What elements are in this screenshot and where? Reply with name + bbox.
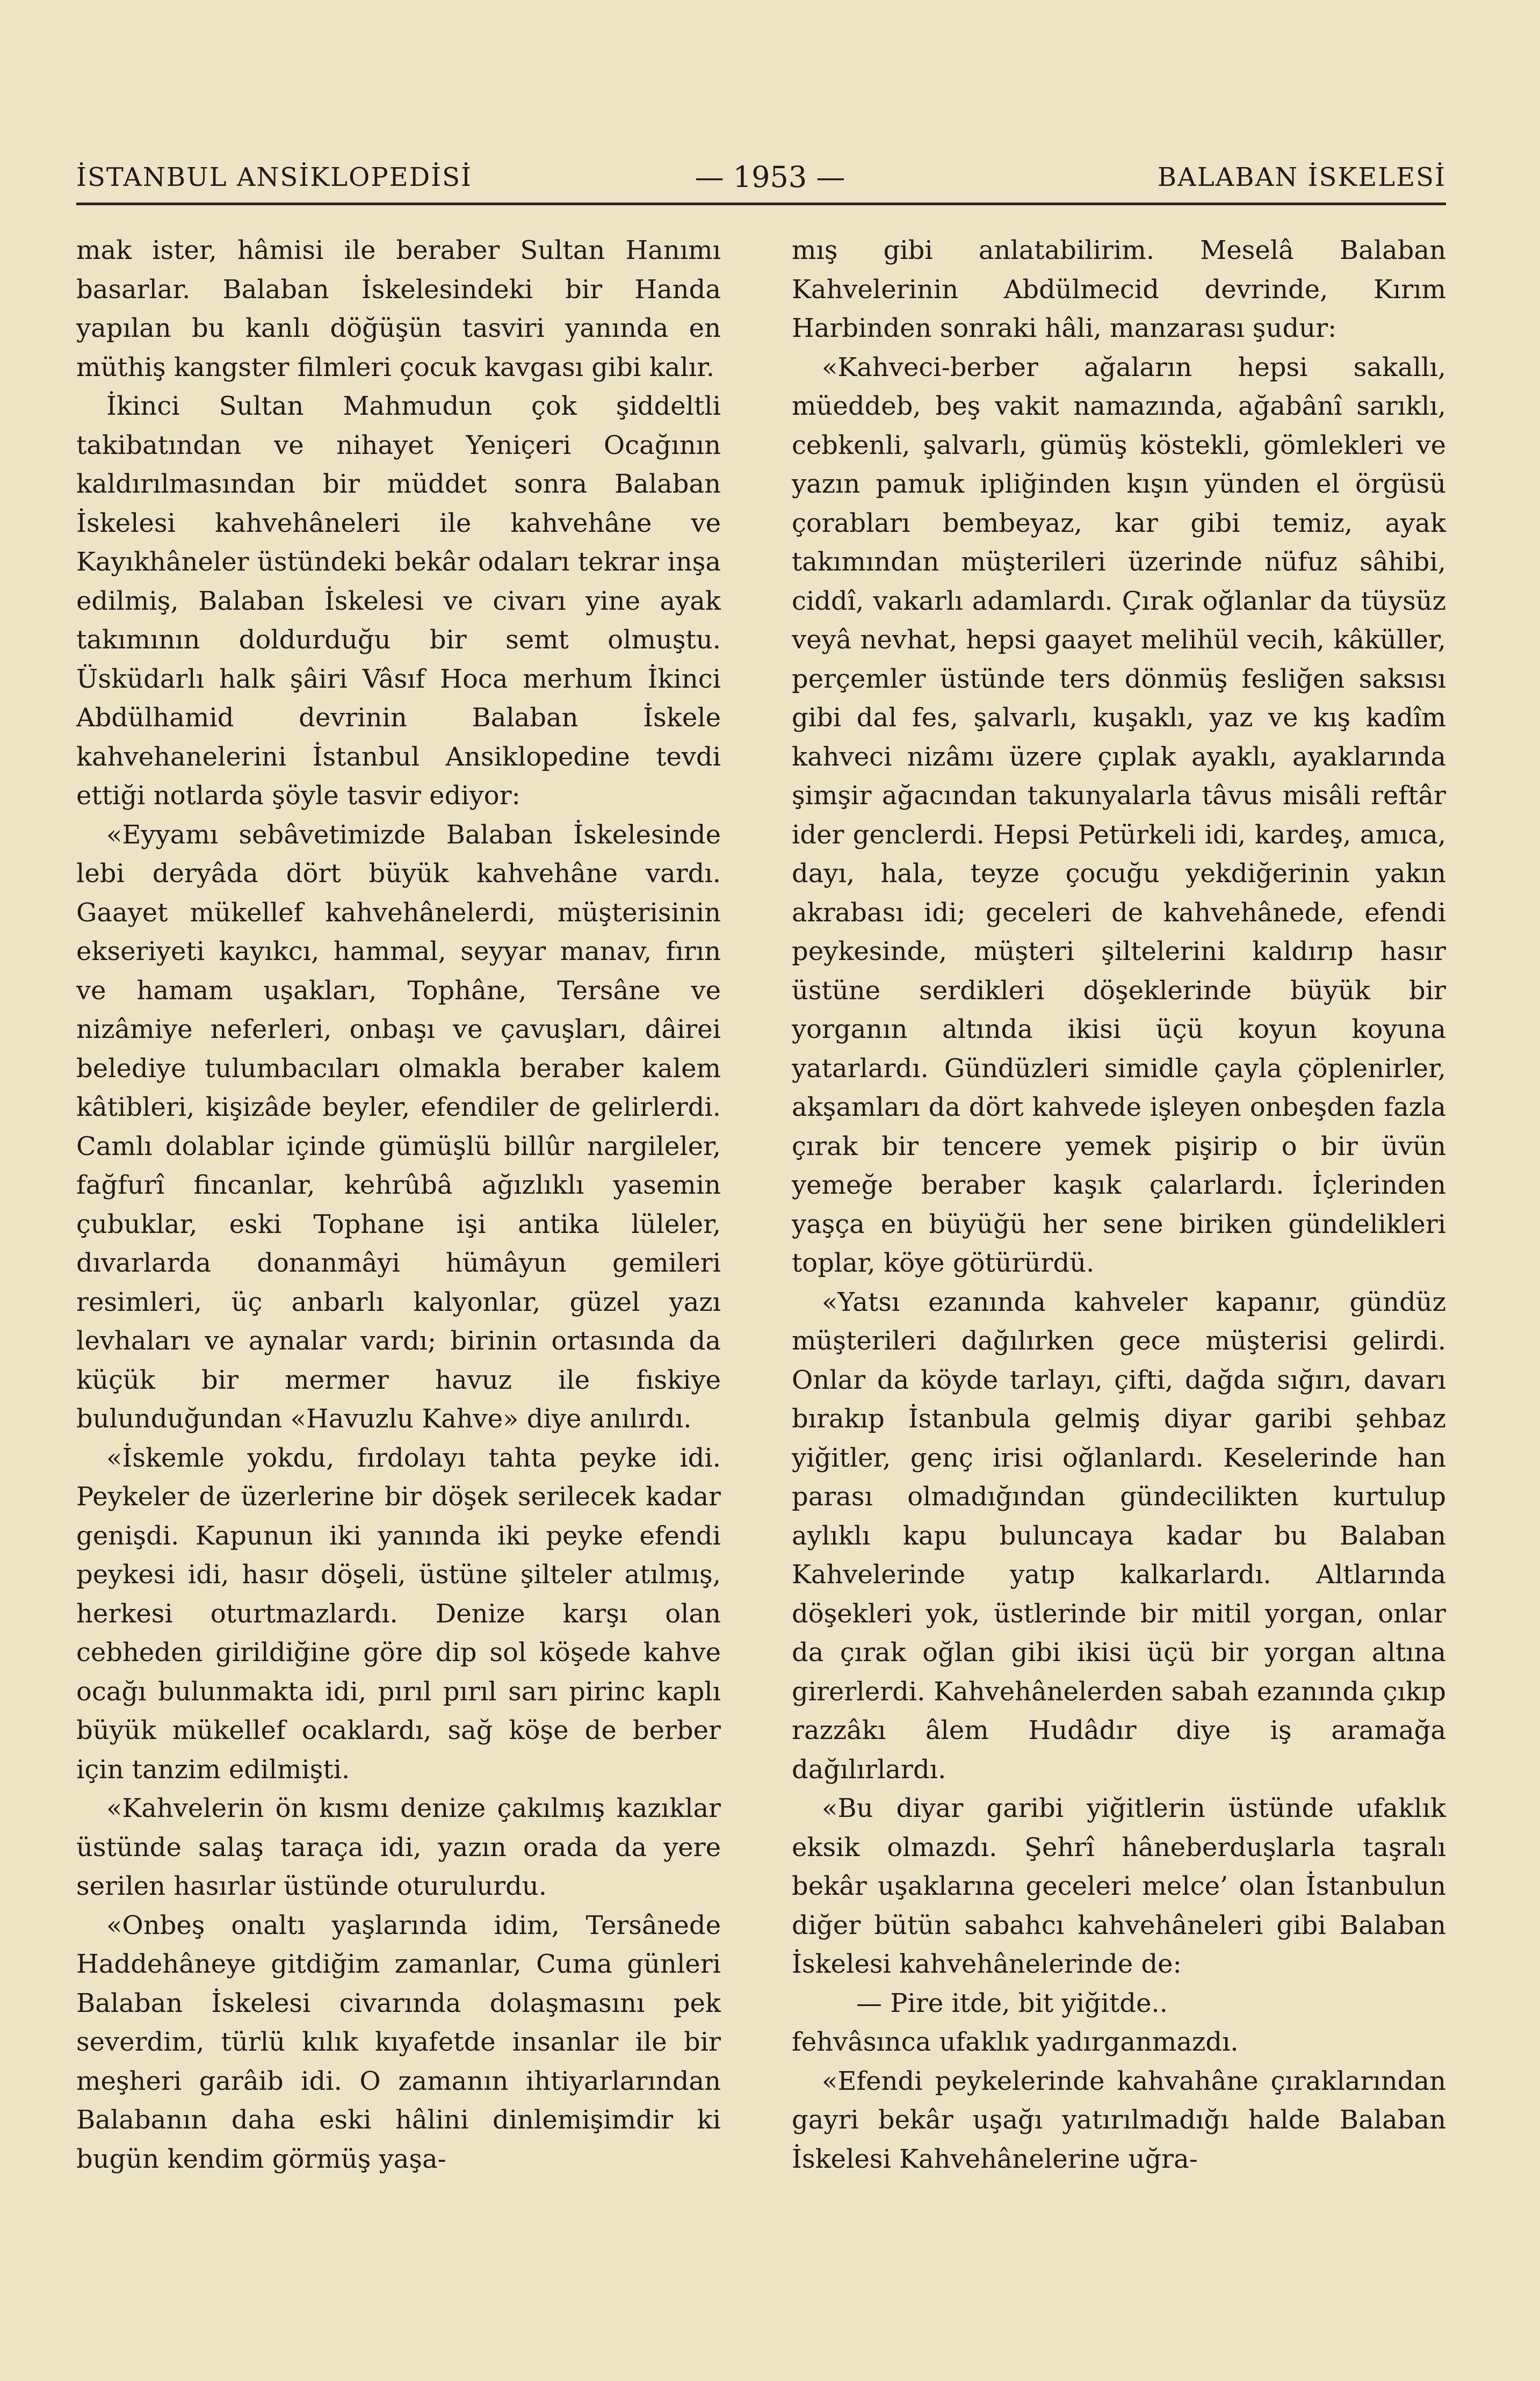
page-number: — 1953 — bbox=[695, 160, 845, 194]
paragraph: fehvâsınca ufaklık yadırganmazdı. bbox=[792, 2027, 1239, 2057]
paragraph: «Efendi peykelerinde kahvahâne çıraklarından gayri bekâr uşağı yatırılmadığı halde Balaban İskelesi Kahvehânelerine uğra- bbox=[792, 2066, 1446, 2174]
paragraph: «Bu diyar garibi yiğitlerin üstünde ufaklık eksik olmazdı. Şehrî hâneberduşlarla taşralı bekâr uşaklarına geceleri melce’ olan İstanbulun diğer bütün sabahcı kahvehâneleri gibi Balaban İskelesi kahvehânelerinde de: bbox=[792, 1793, 1446, 1979]
right-column bbox=[792, 231, 1446, 2178]
paragraph: «Kahvelerin ön kısmı denize çakılmış kazıklar üstünde salaş taraça idi, yazın orada da yere serilen hasırlar üstünde oturulurdu. bbox=[76, 1793, 721, 1901]
running-head-entry: BALABAN İSKELESİ bbox=[1157, 162, 1446, 192]
left-column bbox=[76, 231, 721, 2178]
running-head-title: İSTANBUL ANSİKLOPEDİSİ bbox=[76, 162, 472, 192]
paragraph: İkinci Sultan Mahmudun çok şiddeltli takibatından ve nihayet Yeniçeri Ocağının kaldırılmasından bir müddet sonra Balaban İskelesi kahvehâneleri ile kahvehâne ve Kayıkhâneler üstündeki bekâr odaları tekrar inşa edilmiş, Balaban İskelesi ve civarı yine ayak takımının doldurduğu bir semt olmuştu. Üsküdarlı halk şâiri Vâsıf Hoca merhum İkinci Abdülhamid devrinin Balaban İskele kahvehanelerini İstanbul Ansiklopedine tevdi ettiği notlarda şöyle tasvir ediyor: bbox=[76, 391, 721, 811]
paragraph: «Kahveci-berber ağaların hepsi sakallı, müeddeb, beş vakit namazında, ağabânî sarıklı, cebkenli, şalvarlı, gümüş köstekli, gömlekleri ve yazın pamuk ipliğinden kışın yünden el örgüsü çorabları bembeyaz, kar gibi temiz, ayak takımından müşterileri üzerinde nüfuz sâhibi, ciddî, vakarlı adamlardı. Çırak oğlanlar da tüysüz veyâ nevhat, hepsi gaayet melihül vecih, kâküller, perçemler üstünde ters dönmüş fesliğen saksısı gibi dal fes, şalvarlı, kuşaklı, yaz ve kış kadîm kahveci nizâmı üzere çıplak ayaklı, ayaklarında şimşir ağacından takunyalarla tâvus misâli reftâr ider genclerdi. Hepsi Petürkeli idi, kardeş, amıca, dayı, hala, teyze çocuğu yekdiğerinin yakın akrabası idi; geceleri de kahvehânede, efendi peykesinde, müşteri şiltelerini kaldırıp hasır üstüne serdikleri döşeklerinde büyük bir yorganın altında ikisi üçü koyun koyuna yatarlardı. Gündüzleri simidle çayla çöplenirler, akşamları da dört kahvede işleyen onbeşden fazla çırak bir tencere yemek pişirip o bir üvün yemeğe beraber kaşık çalarlardı. İçlerinden yaşça en büyüğü her sene biriken gündelikleri toplar, köye götürürdü. bbox=[792, 352, 1446, 1278]
quoted-proverb: — Pire itde, bit yiğitde.. bbox=[856, 1988, 1168, 2018]
paragraph: «Yatsı ezanında kahveler kapanır, gündüz müşterileri dağılırken gece müşterisi gelirdi. Onlar da köyde tarlayı, çifti, dağda sığırı, davarı bırakıp İstanbula gelmiş diyar garibi şehbaz yiğitler, genç irisi oğlanlardı. Keselerinde han parası olmadığından gündecilikten kurtulup aylıklı kapu buluncaya kadar bu Balaban Kahvelerinde yatıp kalkarlardı. Altlarında döşekleri yok, üstlerinde bir mitil yorgan, onlar da çırak oğlan gibi ikisi üçü bir yorgan altına girerlerdi. Kahvehânelerden sabah ezanında çıkıp razzâkı âlem Hudâdır diye iş aramağa dağılırlardı. bbox=[792, 1287, 1446, 1785]
paragraph: «Onbeş onaltı yaşlarında idim, Tersânede Haddehâneye gitdiğim zamanlar, Cuma günleri Balaban İskelesi civarında dolaşmasını pek severdim, türlü kılık kıyafetde insanlar ile bir meşheri garâib idi. O zamanın ihtiyarlarından Balabanın daha eski hâlini dinlemişimdir ki bugün kendim görmüş yaşa- bbox=[76, 1910, 721, 2174]
paragraph: «Eyyamı sebâvetimizde Balaban İskelesinde lebi deryâda dört büyük kahvehâne vardı. Gaayet mükellef kahvehânelerdi, müşterisinin ekseriyeti kayıkcı, hammal, seyyar manav, fırın ve hamam uşakları, Tophâne, Tersâne ve nizâmiye neferleri, onbaşı ve çavuşları, dâirei belediye tulumbacıları olmakla beraber kalem kâtibleri, kişizâde beyler, efendiler de gelirlerdi. Camlı dolablar içinde gümüşlü billûr nargileler, fağfurî fincanlar, kehrûbâ ağızlıklı yasemin çubuklar, eski Tophane işi antika lüleler, dıvarlarda donanmâyi hümâyun gemileri resimleri, üç anbarlı kalyonlar, güzel yazı levhaları ve aynalar vardı; birinin ortasında da küçük bir mermer havuz ile fıskiye bulunduğundan «Havuzlu Kahve» diye anılırdı. bbox=[76, 819, 721, 1434]
paragraph: mış gibi anlatabilirim. Meselâ Balaban Kahvelerinin Abdülmecid devrinde, Kırım Harbinden sonraki hâli, manzarası şudur: bbox=[792, 235, 1446, 343]
header-rule bbox=[76, 203, 1446, 205]
paragraph: «İskemle yokdu, fırdolayı tahta peyke idi. Peykeler de üzerlerine bir döşek serilecek kadar genişdi. Kapunun iki yanında iki peyke efendi peykesi idi, hasır döşeli, üstüne şilteler atılmış, herkesi oturtmazlardı. Denize karşı olan cebheden girildiğine göre dip sol köşede kahve ocağı bulunmakta idi, pırıl pırıl sarı pirinc kaplı büyük mükellef ocaklardı, sağ köşe de berber için tanzim edilmişti. bbox=[76, 1442, 721, 1785]
paragraph: mak ister, hâmisi ile beraber Sultan Hanımı basarlar. Balaban İskelesindeki bir Handa yapılan bu kanlı döğüşün tasviri yanında en müthiş kangster filmleri çocuk kavgası gibi kalır. bbox=[76, 235, 721, 383]
